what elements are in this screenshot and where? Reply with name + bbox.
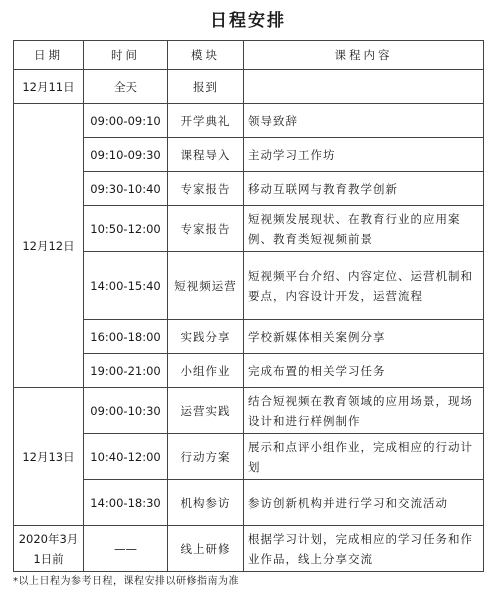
footnote: *以上日程为参考日程，课程安排以研修指南为准 (13, 576, 239, 587)
module-cell: 小组作业 (168, 354, 244, 388)
table-row (14, 172, 484, 206)
content-cell (244, 70, 484, 104)
time-cell: 09:30-10:40 (84, 172, 168, 206)
module-cell: 机构参访 (168, 480, 244, 526)
table-row (14, 480, 484, 526)
time-cell: 10:50-12:00 (84, 206, 168, 252)
time-cell: 19:00-21:00 (84, 354, 168, 388)
header-content: 课程内容 (244, 41, 484, 70)
module-cell: 课程导入 (168, 138, 244, 172)
module-cell: 线上研修 (168, 526, 244, 572)
content-cell: 移动互联网与教育教学创新 (244, 172, 484, 206)
date-cell: 12月13日 (14, 388, 84, 526)
time-cell: 14:00-15:40 (84, 252, 168, 320)
table-row (14, 70, 484, 104)
content-cell: 领导致辞 (244, 104, 484, 138)
module-cell: 专家报告 (168, 172, 244, 206)
table-row (14, 434, 484, 480)
table-header-row (14, 41, 484, 70)
content-cell: 展示和点评小组作业，完成相应的行动计划 (244, 434, 484, 480)
time-cell: 09:00-09:10 (84, 104, 168, 138)
module-cell: 短视频运营 (168, 252, 244, 320)
table-row (14, 104, 484, 138)
header-date: 日期 (14, 41, 84, 70)
content-cell: 学校新媒体相关案例分享 (244, 320, 484, 354)
date-cell: 12月11日 (14, 70, 84, 104)
content-cell: 短视频平台介绍、内容定位、运营机制和要点，内容设计开发，运营流程 (244, 252, 484, 320)
module-cell: 实践分享 (168, 320, 244, 354)
table-row (14, 320, 484, 354)
time-cell: 09:10-09:30 (84, 138, 168, 172)
time-cell: 全天 (84, 70, 168, 104)
module-cell: 运营实践 (168, 388, 244, 434)
content-cell: 主动学习工作坊 (244, 138, 484, 172)
time-cell: 10:40-12:00 (84, 434, 168, 480)
content-cell: 参访创新机构并进行学习和交流活动 (244, 480, 484, 526)
content-cell: 结合短视频在教育领域的应用场景，现场设计和进行样例制作 (244, 388, 484, 434)
schedule-table (13, 40, 484, 572)
date-cell: 12月12日 (14, 104, 84, 388)
module-cell: 专家报告 (168, 206, 244, 252)
time-cell: 14:00-18:30 (84, 480, 168, 526)
content-cell: 根据学习计划，完成相应的学习任务和作业作品，线上分享交流 (244, 526, 484, 572)
module-cell: 报到 (168, 70, 244, 104)
module-cell: 行动方案 (168, 434, 244, 480)
table-row (14, 252, 484, 320)
module-cell: 开学典礼 (168, 104, 244, 138)
header-module: 模块 (168, 41, 244, 70)
page-title: 日程安排 (210, 11, 286, 31)
time-cell: 09:00-10:30 (84, 388, 168, 434)
header-time: 时间 (84, 41, 168, 70)
table-row (14, 138, 484, 172)
table-row (14, 354, 484, 388)
time-cell: 16:00-18:00 (84, 320, 168, 354)
table-row (14, 206, 484, 252)
time-cell: —— (84, 526, 168, 572)
content-cell: 完成布置的相关学习任务 (244, 354, 484, 388)
table-row (14, 388, 484, 434)
date-cell: 2020年3月1日前 (14, 526, 84, 572)
content-cell: 短视频发展现状、在教育行业的应用案例、教育类短视频前景 (244, 206, 484, 252)
table-row (14, 526, 484, 572)
